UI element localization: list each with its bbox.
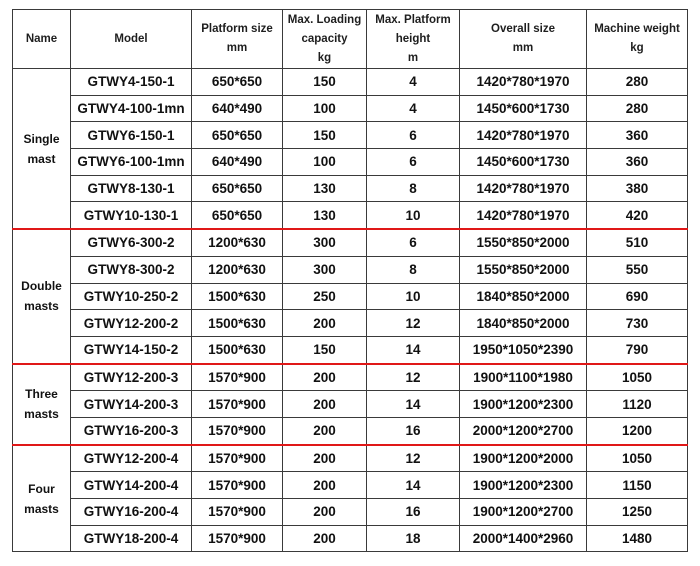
group-name-cell bbox=[13, 69, 71, 230]
cell-overall-size: 1420*780*1970 bbox=[460, 69, 587, 96]
cell-overall-size: 1450*600*1730 bbox=[460, 95, 587, 122]
header-machine-weight: Machine weight kg bbox=[587, 10, 688, 69]
cell-machine-weight: 1480 bbox=[587, 525, 688, 552]
table-row bbox=[13, 95, 688, 122]
group-name-line: Single bbox=[23, 131, 60, 146]
group-name-line: masts bbox=[24, 299, 59, 314]
table-row bbox=[13, 472, 688, 499]
cell-max-platform-height: 6 bbox=[367, 122, 460, 149]
table-row bbox=[13, 391, 688, 418]
table-row bbox=[13, 69, 688, 96]
cell-max-loading-capacity: 200 bbox=[283, 445, 367, 472]
cell-model: GTWY16-200-3 bbox=[71, 417, 192, 444]
cell-overall-size: 1900*1200*2300 bbox=[460, 391, 587, 418]
table-row bbox=[13, 283, 688, 310]
cell-model: GTWY12-200-4 bbox=[71, 445, 192, 472]
cell-machine-weight: 1200 bbox=[587, 417, 688, 444]
cell-overall-size: 1900*1200*2700 bbox=[460, 499, 587, 526]
table-row bbox=[13, 417, 688, 444]
cell-platform-size: 1570*900 bbox=[192, 472, 283, 499]
cell-model: GTWY4-150-1 bbox=[71, 69, 192, 96]
cell-max-platform-height: 6 bbox=[367, 149, 460, 176]
cell-overall-size: 1450*600*1730 bbox=[460, 149, 587, 176]
cell-platform-size: 640*490 bbox=[192, 95, 283, 122]
cell-overall-size: 2000*1200*2700 bbox=[460, 417, 587, 444]
cell-max-loading-capacity: 200 bbox=[283, 472, 367, 499]
cell-overall-size: 1900*1200*2000 bbox=[460, 445, 587, 472]
cell-overall-size: 1840*850*2000 bbox=[460, 283, 587, 310]
cell-platform-size: 650*650 bbox=[192, 122, 283, 149]
cell-max-platform-height: 12 bbox=[367, 364, 460, 391]
group-name-cell bbox=[13, 229, 71, 363]
table-row bbox=[13, 336, 688, 363]
cell-machine-weight: 790 bbox=[587, 336, 688, 363]
cell-machine-weight: 1250 bbox=[587, 499, 688, 526]
table-row bbox=[13, 525, 688, 552]
cell-model: GTWY6-300-2 bbox=[71, 229, 192, 256]
cell-max-loading-capacity: 200 bbox=[283, 417, 367, 444]
cell-model: GTWY16-200-4 bbox=[71, 499, 192, 526]
cell-machine-weight: 380 bbox=[587, 175, 688, 202]
group-name-line: Double bbox=[21, 279, 62, 294]
cell-max-loading-capacity: 130 bbox=[283, 175, 367, 202]
cell-platform-size: 650*650 bbox=[192, 175, 283, 202]
cell-platform-size: 1570*900 bbox=[192, 499, 283, 526]
cell-model: GTWY4-100-1mn bbox=[71, 95, 192, 122]
header-name: Name bbox=[13, 10, 71, 69]
table-row bbox=[13, 499, 688, 526]
cell-platform-size: 640*490 bbox=[192, 149, 283, 176]
cell-machine-weight: 690 bbox=[587, 283, 688, 310]
cell-platform-size: 1570*900 bbox=[192, 525, 283, 552]
cell-max-loading-capacity: 200 bbox=[283, 310, 367, 337]
cell-overall-size: 1550*850*2000 bbox=[460, 229, 587, 256]
cell-overall-size: 1950*1050*2390 bbox=[460, 336, 587, 363]
cell-max-loading-capacity: 150 bbox=[283, 336, 367, 363]
cell-model: GTWY6-150-1 bbox=[71, 122, 192, 149]
cell-max-platform-height: 16 bbox=[367, 499, 460, 526]
table-row bbox=[13, 364, 688, 391]
cell-model: GTWY8-300-2 bbox=[71, 256, 192, 283]
cell-max-platform-height: 8 bbox=[367, 175, 460, 202]
cell-model: GTWY8-130-1 bbox=[71, 175, 192, 202]
group-name-line: Three bbox=[25, 387, 58, 402]
cell-model: GTWY14-200-4 bbox=[71, 472, 192, 499]
cell-max-platform-height: 14 bbox=[367, 472, 460, 499]
header-model: Model bbox=[71, 10, 192, 69]
cell-model: GTWY14-150-2 bbox=[71, 336, 192, 363]
cell-platform-size: 1570*900 bbox=[192, 417, 283, 444]
table-row bbox=[13, 175, 688, 202]
cell-platform-size: 1570*900 bbox=[192, 445, 283, 472]
cell-platform-size: 650*650 bbox=[192, 69, 283, 96]
header-overall-size: Overall size mm bbox=[460, 10, 587, 69]
cell-max-platform-height: 8 bbox=[367, 256, 460, 283]
cell-max-loading-capacity: 200 bbox=[283, 364, 367, 391]
cell-overall-size: 1900*1100*1980 bbox=[460, 364, 587, 391]
cell-max-loading-capacity: 200 bbox=[283, 525, 367, 552]
cell-platform-size: 1570*900 bbox=[192, 391, 283, 418]
table-row bbox=[13, 229, 688, 256]
cell-max-loading-capacity: 250 bbox=[283, 283, 367, 310]
cell-machine-weight: 360 bbox=[587, 122, 688, 149]
header-platform-size: Platform size mm bbox=[192, 10, 283, 69]
cell-model: GTWY14-200-3 bbox=[71, 391, 192, 418]
table-row bbox=[13, 256, 688, 283]
group-name-cell bbox=[13, 445, 71, 552]
cell-max-loading-capacity: 200 bbox=[283, 391, 367, 418]
cell-max-platform-height: 12 bbox=[367, 310, 460, 337]
cell-platform-size: 1500*630 bbox=[192, 310, 283, 337]
cell-max-platform-height: 14 bbox=[367, 336, 460, 363]
cell-max-loading-capacity: 130 bbox=[283, 202, 367, 229]
cell-machine-weight: 280 bbox=[587, 69, 688, 96]
cell-machine-weight: 510 bbox=[587, 229, 688, 256]
group-name-line: mast bbox=[27, 151, 56, 166]
table-body bbox=[13, 69, 688, 552]
cell-overall-size: 1420*780*1970 bbox=[460, 122, 587, 149]
cell-machine-weight: 280 bbox=[587, 95, 688, 122]
cell-machine-weight: 420 bbox=[587, 202, 688, 229]
table-row bbox=[13, 310, 688, 337]
cell-max-platform-height: 14 bbox=[367, 391, 460, 418]
header-max-loading-capacity: Max. Loading capacity kg bbox=[283, 10, 367, 69]
cell-platform-size: 650*650 bbox=[192, 202, 283, 229]
cell-max-loading-capacity: 300 bbox=[283, 229, 367, 256]
cell-max-loading-capacity: 100 bbox=[283, 149, 367, 176]
cell-machine-weight: 1050 bbox=[587, 364, 688, 391]
cell-max-platform-height: 6 bbox=[367, 229, 460, 256]
cell-machine-weight: 1120 bbox=[587, 391, 688, 418]
cell-model: GTWY10-130-1 bbox=[71, 202, 192, 229]
header-max-platform-height: Max. Platform height m bbox=[367, 10, 460, 69]
cell-machine-weight: 360 bbox=[587, 149, 688, 176]
cell-model: GTWY6-100-1mn bbox=[71, 149, 192, 176]
cell-model: GTWY12-200-3 bbox=[71, 364, 192, 391]
cell-machine-weight: 1150 bbox=[587, 472, 688, 499]
cell-overall-size: 1900*1200*2300 bbox=[460, 472, 587, 499]
cell-overall-size: 1840*850*2000 bbox=[460, 310, 587, 337]
cell-max-loading-capacity: 150 bbox=[283, 122, 367, 149]
cell-platform-size: 1500*630 bbox=[192, 283, 283, 310]
table-row bbox=[13, 149, 688, 176]
table-row bbox=[13, 445, 688, 472]
cell-platform-size: 1570*900 bbox=[192, 364, 283, 391]
cell-max-loading-capacity: 100 bbox=[283, 95, 367, 122]
cell-max-platform-height: 10 bbox=[367, 283, 460, 310]
cell-overall-size: 1420*780*1970 bbox=[460, 202, 587, 229]
cell-max-platform-height: 18 bbox=[367, 525, 460, 552]
header-row bbox=[13, 10, 688, 69]
cell-max-loading-capacity: 300 bbox=[283, 256, 367, 283]
cell-overall-size: 1550*850*2000 bbox=[460, 256, 587, 283]
cell-machine-weight: 550 bbox=[587, 256, 688, 283]
cell-platform-size: 1200*630 bbox=[192, 256, 283, 283]
cell-overall-size: 2000*1400*2960 bbox=[460, 525, 587, 552]
cell-model: GTWY10-250-2 bbox=[71, 283, 192, 310]
group-name-line: masts bbox=[24, 407, 59, 422]
cell-platform-size: 1200*630 bbox=[192, 229, 283, 256]
cell-model: GTWY12-200-2 bbox=[71, 310, 192, 337]
table-row bbox=[13, 202, 688, 229]
cell-max-loading-capacity: 150 bbox=[283, 69, 367, 96]
cell-max-platform-height: 4 bbox=[367, 69, 460, 96]
cell-max-platform-height: 10 bbox=[367, 202, 460, 229]
table-row bbox=[13, 122, 688, 149]
cell-max-loading-capacity: 200 bbox=[283, 499, 367, 526]
group-name-line: Four bbox=[28, 481, 55, 496]
cell-machine-weight: 730 bbox=[587, 310, 688, 337]
cell-model: GTWY18-200-4 bbox=[71, 525, 192, 552]
cell-platform-size: 1500*630 bbox=[192, 336, 283, 363]
cell-max-platform-height: 12 bbox=[367, 445, 460, 472]
cell-machine-weight: 1050 bbox=[587, 445, 688, 472]
spec-table bbox=[12, 9, 688, 552]
cell-max-platform-height: 16 bbox=[367, 417, 460, 444]
cell-overall-size: 1420*780*1970 bbox=[460, 175, 587, 202]
group-name-cell bbox=[13, 364, 71, 445]
group-name-line: masts bbox=[24, 501, 59, 516]
cell-max-platform-height: 4 bbox=[367, 95, 460, 122]
